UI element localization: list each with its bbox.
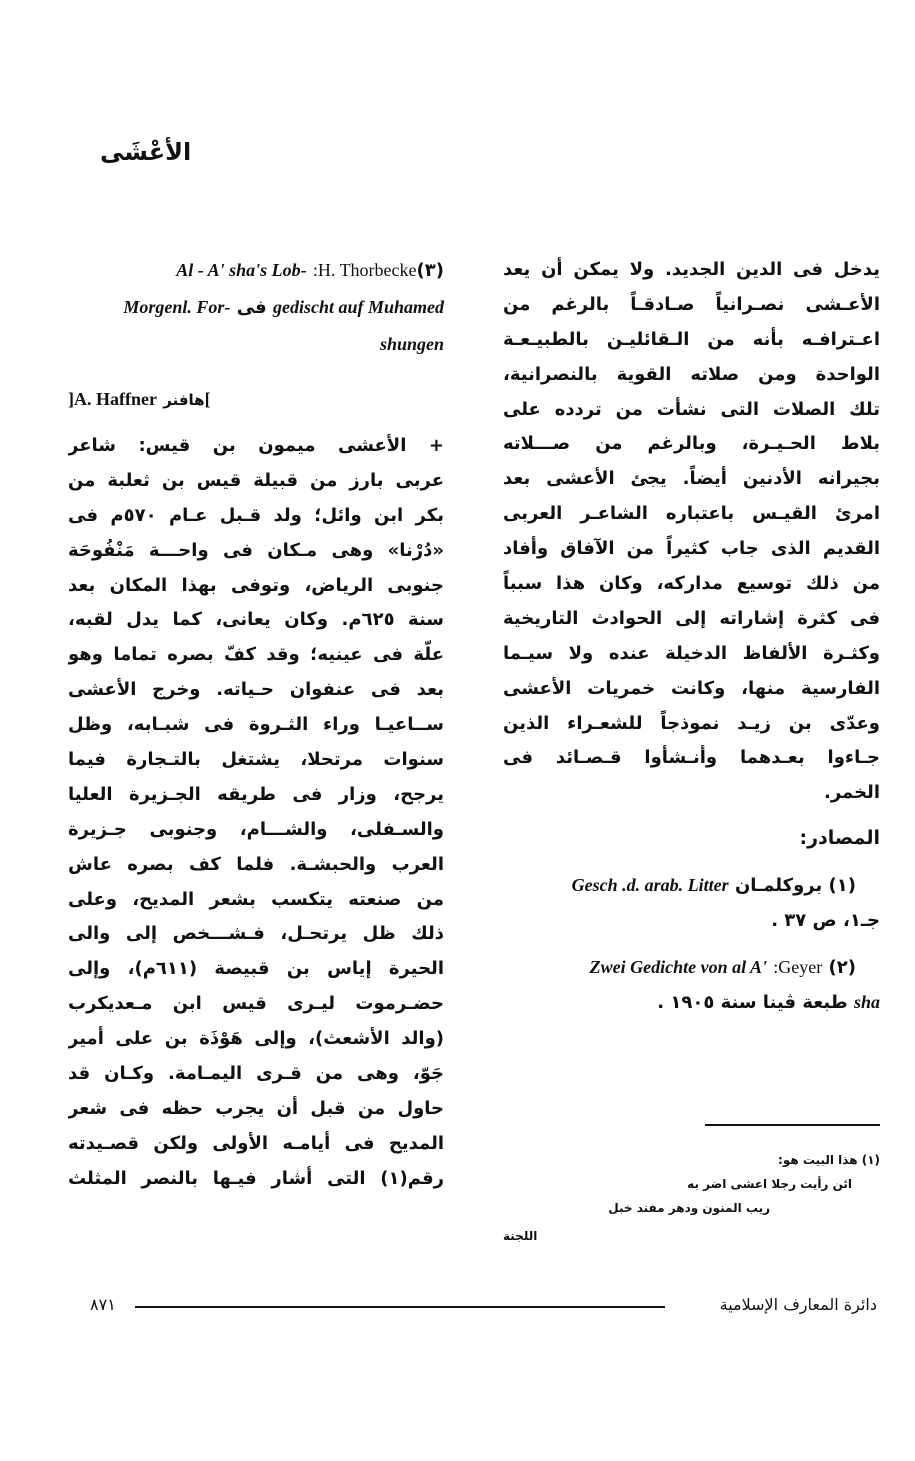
text-line: جـاءوا بعـدهما وأنـشأوا قـصـائد فى (503, 747, 880, 769)
footnote-signature: اللجنة (503, 1229, 538, 1243)
text-line: والسـفلى، والشـــام، وجنوبى جـزيرة (68, 818, 444, 840)
author-signature: ]هافنر A. Haffner[ (68, 389, 211, 409)
footnote-verse-2: ريب المنون ودهر مفند خبل (608, 1201, 770, 1215)
left-column (68, 253, 444, 1197)
ref-title: Zwei Gedichte von al A' (589, 957, 767, 978)
text-line: يرجح، وزار فى طريقه الجـزيرة العليا (68, 783, 444, 805)
author-latin: A. Haffner (74, 389, 157, 409)
footnote-label: (١) هذا البيت هو: (778, 1153, 880, 1167)
ref-title: Gesch .d. arab. Litter (571, 875, 729, 896)
text-line: وعدّى بن زيـد نموذجاً للشعـراء الذين (503, 712, 880, 734)
text-line: من صنعته يتكسب بشعر المديح، وعلى (68, 888, 444, 910)
text-line: جَوّ، وهى من قـرى اليمـامة. وكـان قد (68, 1063, 444, 1085)
ref-edition: طبعة ڤينا سنة ١٩٠٥ . (657, 992, 848, 1014)
ref-journal: Morgenl. For- (123, 297, 231, 317)
ref-title: gedischt auf Muhamed (272, 297, 444, 317)
text-line: الفارسية منها، وكانت خمريات الأعشى (503, 677, 880, 699)
ref-number: (٢) (828, 957, 856, 979)
ref-title-cont: sha (853, 992, 880, 1013)
text-line: «دُرْنا» وهى مـكان فى واحـــة مَنْفُوحَة (68, 539, 444, 561)
text-line: عربى بارز من قبيلة قيس بن ثعلبة من (68, 469, 444, 491)
text-line: فى كثرة إشاراته إلى الحوادث التاريخية (503, 607, 880, 629)
text-line: ســاعيـا وراء الثـروة فى شبـابه، وظل (68, 714, 444, 736)
ref-title: Al - A' sha's Lob- (176, 260, 307, 280)
text-line: وكثـرة الألفاظ الدخيلة عنده ولا سيـما (503, 642, 880, 664)
text-line: ذلك ظل يرتحـل، فـشـــخص إلى والى (68, 923, 444, 945)
footnote (503, 1148, 880, 1248)
text-line: (والد الأشعث)، وإلى هَوْذَة بن على أمير (68, 1028, 444, 1050)
text-line: بلاط الحـيـرة، وبالرغم من صـــلاته (503, 433, 880, 455)
reference-2 (503, 950, 880, 985)
text-line: اعـترافـه بأنه من الـقائليـن بالطبيـعـة (503, 328, 880, 350)
ref-author: :H. Thorbecke (312, 260, 417, 280)
text-line: حاول من قبل أن يجرب حظه فى شعر (68, 1097, 444, 1119)
ref-author: بروكلمـان (734, 875, 823, 897)
page-number: ٨٧١ (90, 1295, 116, 1314)
ref-author: :Geyer (773, 957, 823, 978)
footnote-divider (705, 1124, 880, 1126)
footer-rule (135, 1306, 665, 1308)
left-body-text (68, 429, 444, 1197)
running-footer-title: دائرة المعارف الإسلامية (719, 1295, 877, 1314)
footnote-verse-1: ائن رأيت رجلا اعشى اضر به (687, 1177, 852, 1191)
text-line: بكر ابن وائل؛ ولد قـبل عـام ٥٧٠م فى (68, 504, 444, 526)
text-line: تلك الصلات التى نشأت من تردده على (503, 398, 880, 420)
article-title: الأعْشَى (100, 138, 192, 166)
sources-heading: المصادر: (799, 827, 880, 850)
text-line: سنوات مرتحلا، يشتغل بالتـجارة فيما (68, 749, 444, 771)
text-line: المديح فى أيامـه الأولى ولكن قصـيدته (68, 1132, 444, 1154)
reference-3 (68, 253, 444, 288)
author-arabic: هافنر (163, 391, 205, 409)
reference-1 (503, 868, 880, 903)
text-line: علّة فى عينيه؛ وقد كفّ بصره تماما وهو (68, 644, 444, 666)
reference-3-line-3: shungen (379, 334, 444, 354)
text-line: العرب والحبشـة. فلما كف بصره عاش (68, 853, 444, 875)
text-line: الحيرة إياس بن قبيصة (٦١١م)، وإلى (68, 958, 444, 980)
text-line: الواحدة ومن صلاته القوية بالنصرانية، (503, 363, 880, 385)
text-line: + الأعشى ميمون بن قيس: شاعر (68, 435, 444, 456)
text-line: بعد فى عنفوان حـياته. وخرج الأعشى (68, 679, 444, 701)
text-line: بجيرانه الأدنين أيضاً. يجئ الأعشى بعد (503, 468, 880, 490)
text-line: رقم(١) التى أشار فيـها بالنصر المثلث (68, 1167, 444, 1189)
text-line: الخمر. (823, 782, 880, 804)
text-line: امرئ القيـس باعتباره الشاعـر العربى (503, 503, 880, 525)
reference-3-line-2 (68, 290, 444, 325)
reference-2-continued (503, 985, 880, 1020)
right-column (503, 253, 880, 1020)
text-line: سنة ٦٢٥م. وكان يعانى، كما يدل لقبه، (68, 609, 444, 631)
ref-number: (١) (828, 875, 856, 897)
reference-1-continued: جـ١، ص ٣٧ . (771, 910, 880, 932)
ref-in: فى (236, 297, 267, 318)
text-line: يدخل فى الدين الجديد. ولا يمكن أن يعد (503, 259, 880, 280)
text-line: القديم الذى جاب كثيراً من الآفاق وأفاد (503, 538, 880, 560)
text-line: الأعـشى نصـرانياً صـادقـاً بالرغم من (503, 293, 880, 315)
text-line: جنوبى الرياض، وتوفى بهذا المكان بعد (68, 574, 444, 596)
right-body-text (503, 253, 880, 811)
ref-number: (٣) (416, 260, 444, 281)
text-line: حضـرموت ليـرى قيس ابن مـعديكرب (68, 993, 444, 1015)
text-line: من ذلك توسيع مداركه، وكان هذا سبباً (503, 573, 880, 595)
